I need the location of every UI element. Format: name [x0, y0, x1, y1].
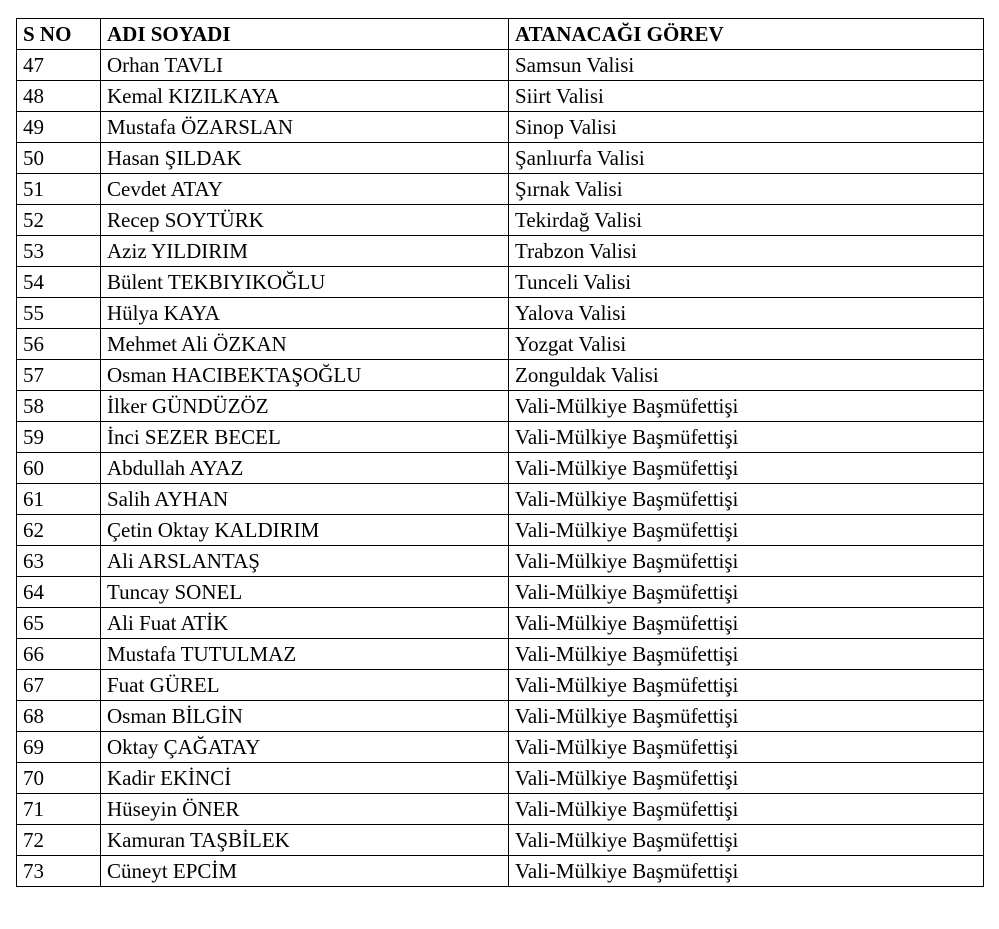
row-name: Mustafa TUTULMAZ	[101, 639, 509, 670]
row-sno: 50	[17, 143, 101, 174]
row-sno: 69	[17, 732, 101, 763]
row-sno: 72	[17, 825, 101, 856]
table-row	[17, 639, 984, 670]
table-row	[17, 825, 984, 856]
row-duty: Vali-Mülkiye Başmüfettişi	[509, 608, 984, 639]
table-row	[17, 422, 984, 453]
row-duty: Tekirdağ Valisi	[509, 205, 984, 236]
row-sno: 63	[17, 546, 101, 577]
row-name: Tuncay SONEL	[101, 577, 509, 608]
row-duty: Vali-Mülkiye Başmüfettişi	[509, 484, 984, 515]
table-row	[17, 143, 984, 174]
row-name: Cüneyt EPCİM	[101, 856, 509, 887]
row-sno: 70	[17, 763, 101, 794]
row-duty: Vali-Mülkiye Başmüfettişi	[509, 515, 984, 546]
row-sno: 47	[17, 50, 101, 81]
table-header-row	[17, 19, 984, 50]
row-name: Abdullah AYAZ	[101, 453, 509, 484]
row-duty: Siirt Valisi	[509, 81, 984, 112]
row-name: Bülent TEKBIYIKOĞLU	[101, 267, 509, 298]
row-sno: 60	[17, 453, 101, 484]
row-duty: Samsun Valisi	[509, 50, 984, 81]
table-row	[17, 608, 984, 639]
row-duty: Vali-Mülkiye Başmüfettişi	[509, 701, 984, 732]
row-sno: 61	[17, 484, 101, 515]
row-sno: 58	[17, 391, 101, 422]
row-sno: 67	[17, 670, 101, 701]
table-row	[17, 360, 984, 391]
row-name: Orhan TAVLI	[101, 50, 509, 81]
table-row	[17, 794, 984, 825]
row-name: Hasan ŞILDAK	[101, 143, 509, 174]
row-duty: Vali-Mülkiye Başmüfettişi	[509, 763, 984, 794]
table-row	[17, 701, 984, 732]
row-sno: 53	[17, 236, 101, 267]
row-name: Kemal KIZILKAYA	[101, 81, 509, 112]
row-sno: 65	[17, 608, 101, 639]
row-name: Mustafa ÖZARSLAN	[101, 112, 509, 143]
table-row	[17, 732, 984, 763]
row-name: Osman BİLGİN	[101, 701, 509, 732]
row-sno: 64	[17, 577, 101, 608]
row-duty: Şırnak Valisi	[509, 174, 984, 205]
row-duty: Vali-Mülkiye Başmüfettişi	[509, 577, 984, 608]
row-sno: 49	[17, 112, 101, 143]
row-sno: 68	[17, 701, 101, 732]
table-row	[17, 763, 984, 794]
row-name: Osman HACIBEKTAŞOĞLU	[101, 360, 509, 391]
row-sno: 57	[17, 360, 101, 391]
row-duty: Vali-Mülkiye Başmüfettişi	[509, 391, 984, 422]
table-row	[17, 205, 984, 236]
row-name: Hülya KAYA	[101, 298, 509, 329]
row-sno: 52	[17, 205, 101, 236]
row-duty: Vali-Mülkiye Başmüfettişi	[509, 825, 984, 856]
document-page	[16, 18, 983, 887]
table-row	[17, 670, 984, 701]
table-row	[17, 298, 984, 329]
row-sno: 73	[17, 856, 101, 887]
row-duty: Vali-Mülkiye Başmüfettişi	[509, 670, 984, 701]
row-sno: 55	[17, 298, 101, 329]
row-name: Kamuran TAŞBİLEK	[101, 825, 509, 856]
header-duty: ATANACAĞI GÖREV	[509, 19, 984, 50]
row-duty: Zonguldak Valisi	[509, 360, 984, 391]
row-duty: Vali-Mülkiye Başmüfettişi	[509, 422, 984, 453]
row-name: Salih AYHAN	[101, 484, 509, 515]
row-sno: 54	[17, 267, 101, 298]
row-duty: Şanlıurfa Valisi	[509, 143, 984, 174]
row-sno: 51	[17, 174, 101, 205]
table-row	[17, 267, 984, 298]
row-duty: Vali-Mülkiye Başmüfettişi	[509, 794, 984, 825]
table-row	[17, 546, 984, 577]
table-row	[17, 50, 984, 81]
row-name: Recep SOYTÜRK	[101, 205, 509, 236]
row-name: Kadir EKİNCİ	[101, 763, 509, 794]
row-name: Fuat GÜREL	[101, 670, 509, 701]
row-sno: 62	[17, 515, 101, 546]
row-name: İlker GÜNDÜZÖZ	[101, 391, 509, 422]
appointment-table	[16, 18, 984, 887]
row-name: Ali ARSLANTAŞ	[101, 546, 509, 577]
row-sno: 59	[17, 422, 101, 453]
row-duty: Trabzon Valisi	[509, 236, 984, 267]
table-row	[17, 577, 984, 608]
table-row	[17, 391, 984, 422]
row-duty: Sinop Valisi	[509, 112, 984, 143]
row-duty: Vali-Mülkiye Başmüfettişi	[509, 732, 984, 763]
row-sno: 66	[17, 639, 101, 670]
header-name: ADI SOYADI	[101, 19, 509, 50]
row-name: İnci SEZER BECEL	[101, 422, 509, 453]
table-row	[17, 515, 984, 546]
row-duty: Vali-Mülkiye Başmüfettişi	[509, 856, 984, 887]
row-name: Ali Fuat ATİK	[101, 608, 509, 639]
table-row	[17, 484, 984, 515]
table-row	[17, 856, 984, 887]
row-sno: 48	[17, 81, 101, 112]
row-name: Mehmet Ali ÖZKAN	[101, 329, 509, 360]
table-row	[17, 112, 984, 143]
row-name: Çetin Oktay KALDIRIM	[101, 515, 509, 546]
table-body	[17, 50, 984, 887]
row-duty: Vali-Mülkiye Başmüfettişi	[509, 453, 984, 484]
row-duty: Tunceli Valisi	[509, 267, 984, 298]
header-sno: S NO	[17, 19, 101, 50]
table-row	[17, 236, 984, 267]
row-duty: Vali-Mülkiye Başmüfettişi	[509, 639, 984, 670]
row-sno: 56	[17, 329, 101, 360]
row-sno: 71	[17, 794, 101, 825]
row-name: Aziz YILDIRIM	[101, 236, 509, 267]
table-row	[17, 453, 984, 484]
row-name: Cevdet ATAY	[101, 174, 509, 205]
table-row	[17, 174, 984, 205]
row-name: Hüseyin ÖNER	[101, 794, 509, 825]
table-row	[17, 329, 984, 360]
row-duty: Yozgat Valisi	[509, 329, 984, 360]
row-duty: Yalova Valisi	[509, 298, 984, 329]
row-duty: Vali-Mülkiye Başmüfettişi	[509, 546, 984, 577]
table-row	[17, 81, 984, 112]
row-name: Oktay ÇAĞATAY	[101, 732, 509, 763]
